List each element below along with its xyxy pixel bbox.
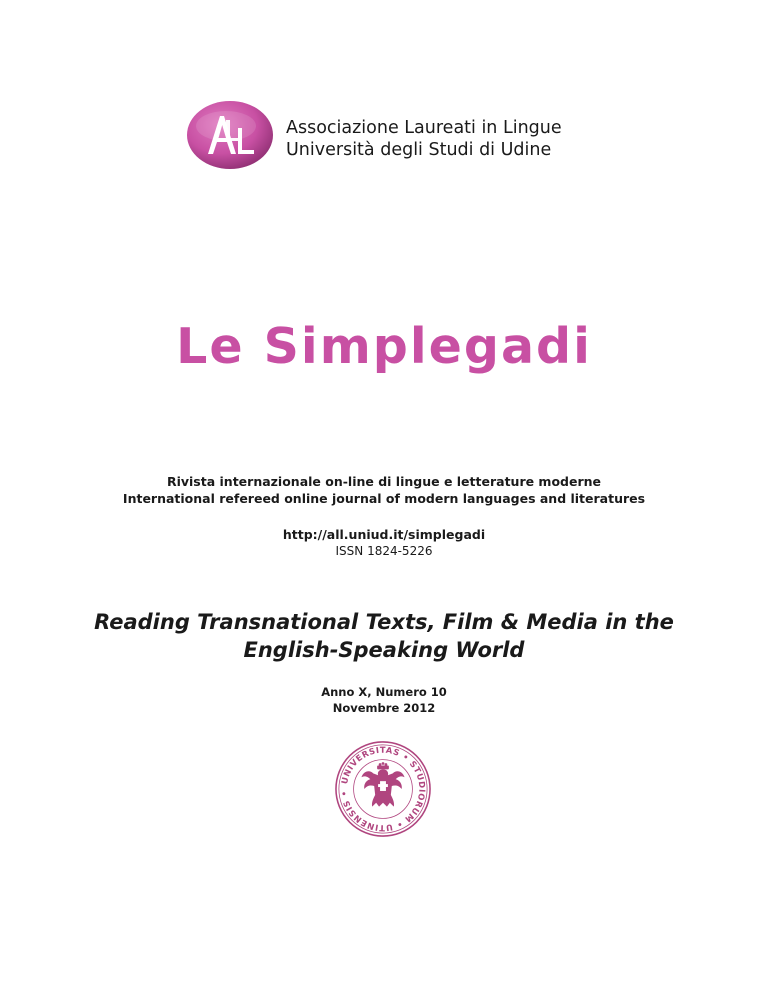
issn: ISSN 1824-5226 <box>335 544 433 558</box>
issue-number: Anno X, Numero 10 <box>321 685 447 699</box>
journal-title: Le Simplegadi <box>176 318 592 375</box>
subtitle-english: International refereed online journal of modern languages and literatures <box>122 491 646 506</box>
association-name <box>286 117 562 161</box>
university-seal <box>334 740 432 838</box>
journal-url: http://all.uniud.it/simplegadi <box>282 527 486 542</box>
all-logo <box>186 100 274 170</box>
association-line-1: Associazione Laureati in Lingue <box>286 118 562 138</box>
association-header <box>186 100 626 172</box>
association-line-2: Università degli Studi di Udine <box>286 140 552 160</box>
subtitle-italian: Rivista internazionale on-line di lingue e letterature moderne <box>166 474 602 489</box>
svg-text:UNIVERSITAS • STUDIORUM • UTIN: UNIVERSITAS • STUDIORUM • UTINENSIS • <box>338 744 428 834</box>
issue-title-line-2: English-Speaking World <box>243 638 525 662</box>
issue-title-line-1: Reading Transnational Texts, Film & Media in the <box>94 610 674 634</box>
issue-date: Novembre 2012 <box>332 701 436 715</box>
issue-title <box>0 608 768 664</box>
